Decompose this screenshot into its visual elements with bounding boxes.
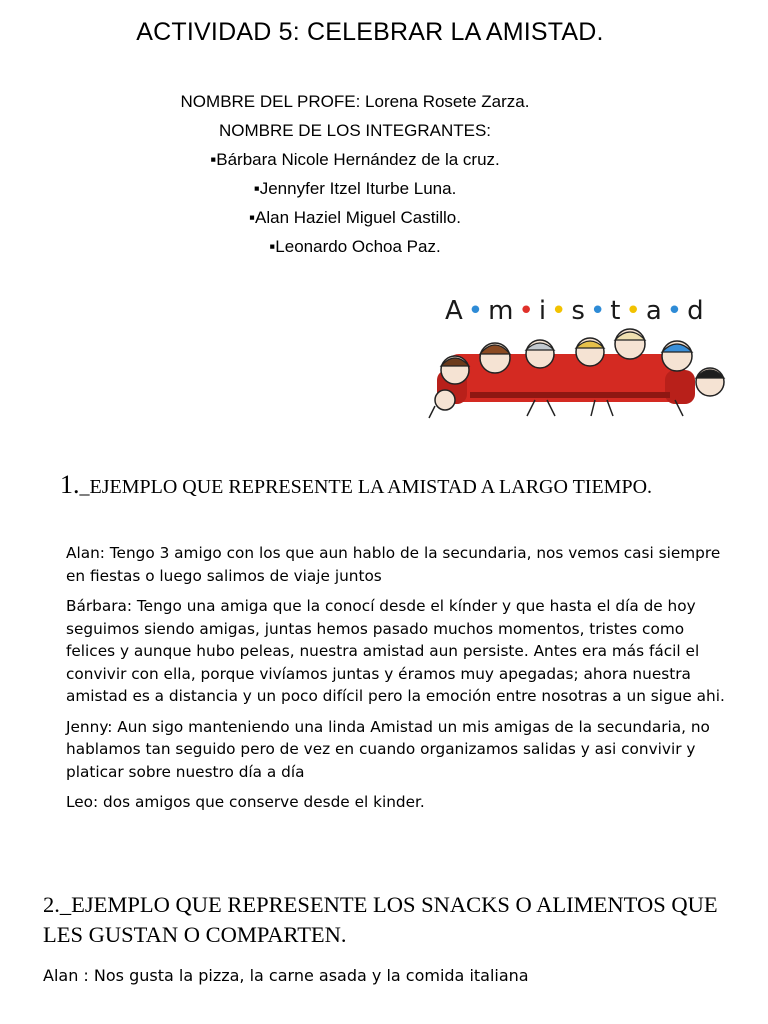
teacher-line: NOMBRE DEL PROFE: Lorena Rosete Zarza. bbox=[180, 92, 530, 111]
answer-barbara: Bárbara: Tengo una amiga que la conocí desde el kínder y que hasta el día de hoy seguimos siendo amigas, juntas hemos pasado muchos momentos, tristes como felices y aunque hubo peleas, nuestra amistad aun persiste. Antes era más fácil el convivir con ella, porque vivíamos juntas y éramos muy apegadas; ahora nuestra amistad es a distancia y un poco difícil pero la emoción entre nosotras a un sigue ahi. bbox=[66, 597, 725, 705]
colored-dot: • bbox=[666, 296, 684, 326]
amistad-letter: s bbox=[571, 296, 586, 326]
amistad-illustration bbox=[415, 292, 745, 422]
answer-2-alan: Alan : Nos gusta la pizza, la carne asada y la comida italiana bbox=[43, 966, 529, 985]
colored-dot: • bbox=[551, 296, 568, 326]
question-2-heading: 2._EJEMPLO QUE REPRESENTE LOS SNACKS O ALIMENTOS QUE LES GUSTAN O COMPARTEN. bbox=[43, 892, 718, 947]
amistad-letter: i bbox=[538, 296, 548, 326]
svg-text:~: ~ bbox=[595, 404, 600, 410]
question-1-number: 1. bbox=[60, 470, 80, 499]
answer-alan: Alan: Tengo 3 amigo con los que aun hablo de la secundaria, nos vemos casi siempre en fiestas o luego salimos de viaje juntos bbox=[66, 544, 721, 585]
amistad-letter: a bbox=[645, 296, 663, 326]
member-item: ▪Leonardo Ochoa Paz. bbox=[269, 237, 441, 256]
colored-dot: • bbox=[589, 296, 607, 326]
colored-dot: • bbox=[518, 296, 535, 326]
member-item: ▪Bárbara Nicole Hernández de la cruz. bbox=[210, 150, 500, 169]
members-heading: NOMBRE DE LOS INTEGRANTES: bbox=[218, 121, 492, 140]
colored-dot: • bbox=[467, 296, 485, 326]
answer-jenny: Jenny: Aun sigo manteniendo una linda Amistad un mis amigas de la secundaria, no hablamos tan seguido pero de vez en cuando organizamos salidas y asi convivir y platicar sobre nuestro día a día bbox=[66, 717, 710, 781]
answer-leo: Leo: dos amigos que conserve desde el kinder. bbox=[66, 793, 425, 811]
colored-dot: • bbox=[625, 296, 642, 326]
member-item: ▪Alan Haziel Miguel Castillo. bbox=[248, 208, 461, 227]
amistad-letter: m bbox=[488, 296, 515, 326]
amistad-word bbox=[445, 296, 705, 326]
member-item: ▪Jennyfer Itzel Iturbe Luna. bbox=[253, 179, 457, 198]
question-1-text: _EJEMPLO QUE REPRESENTE LA AMISTAD A LARGO TIEMPO. bbox=[79, 476, 653, 498]
amistad-letter: d bbox=[687, 296, 705, 326]
page-title: ACTIVIDAD 5: CELEBRAR LA AMISTAD. bbox=[136, 18, 604, 46]
amistad-letter: A bbox=[445, 296, 464, 326]
answers-1 bbox=[66, 542, 736, 822]
amistad-letter: t bbox=[610, 296, 622, 326]
question-1-heading bbox=[60, 472, 700, 500]
